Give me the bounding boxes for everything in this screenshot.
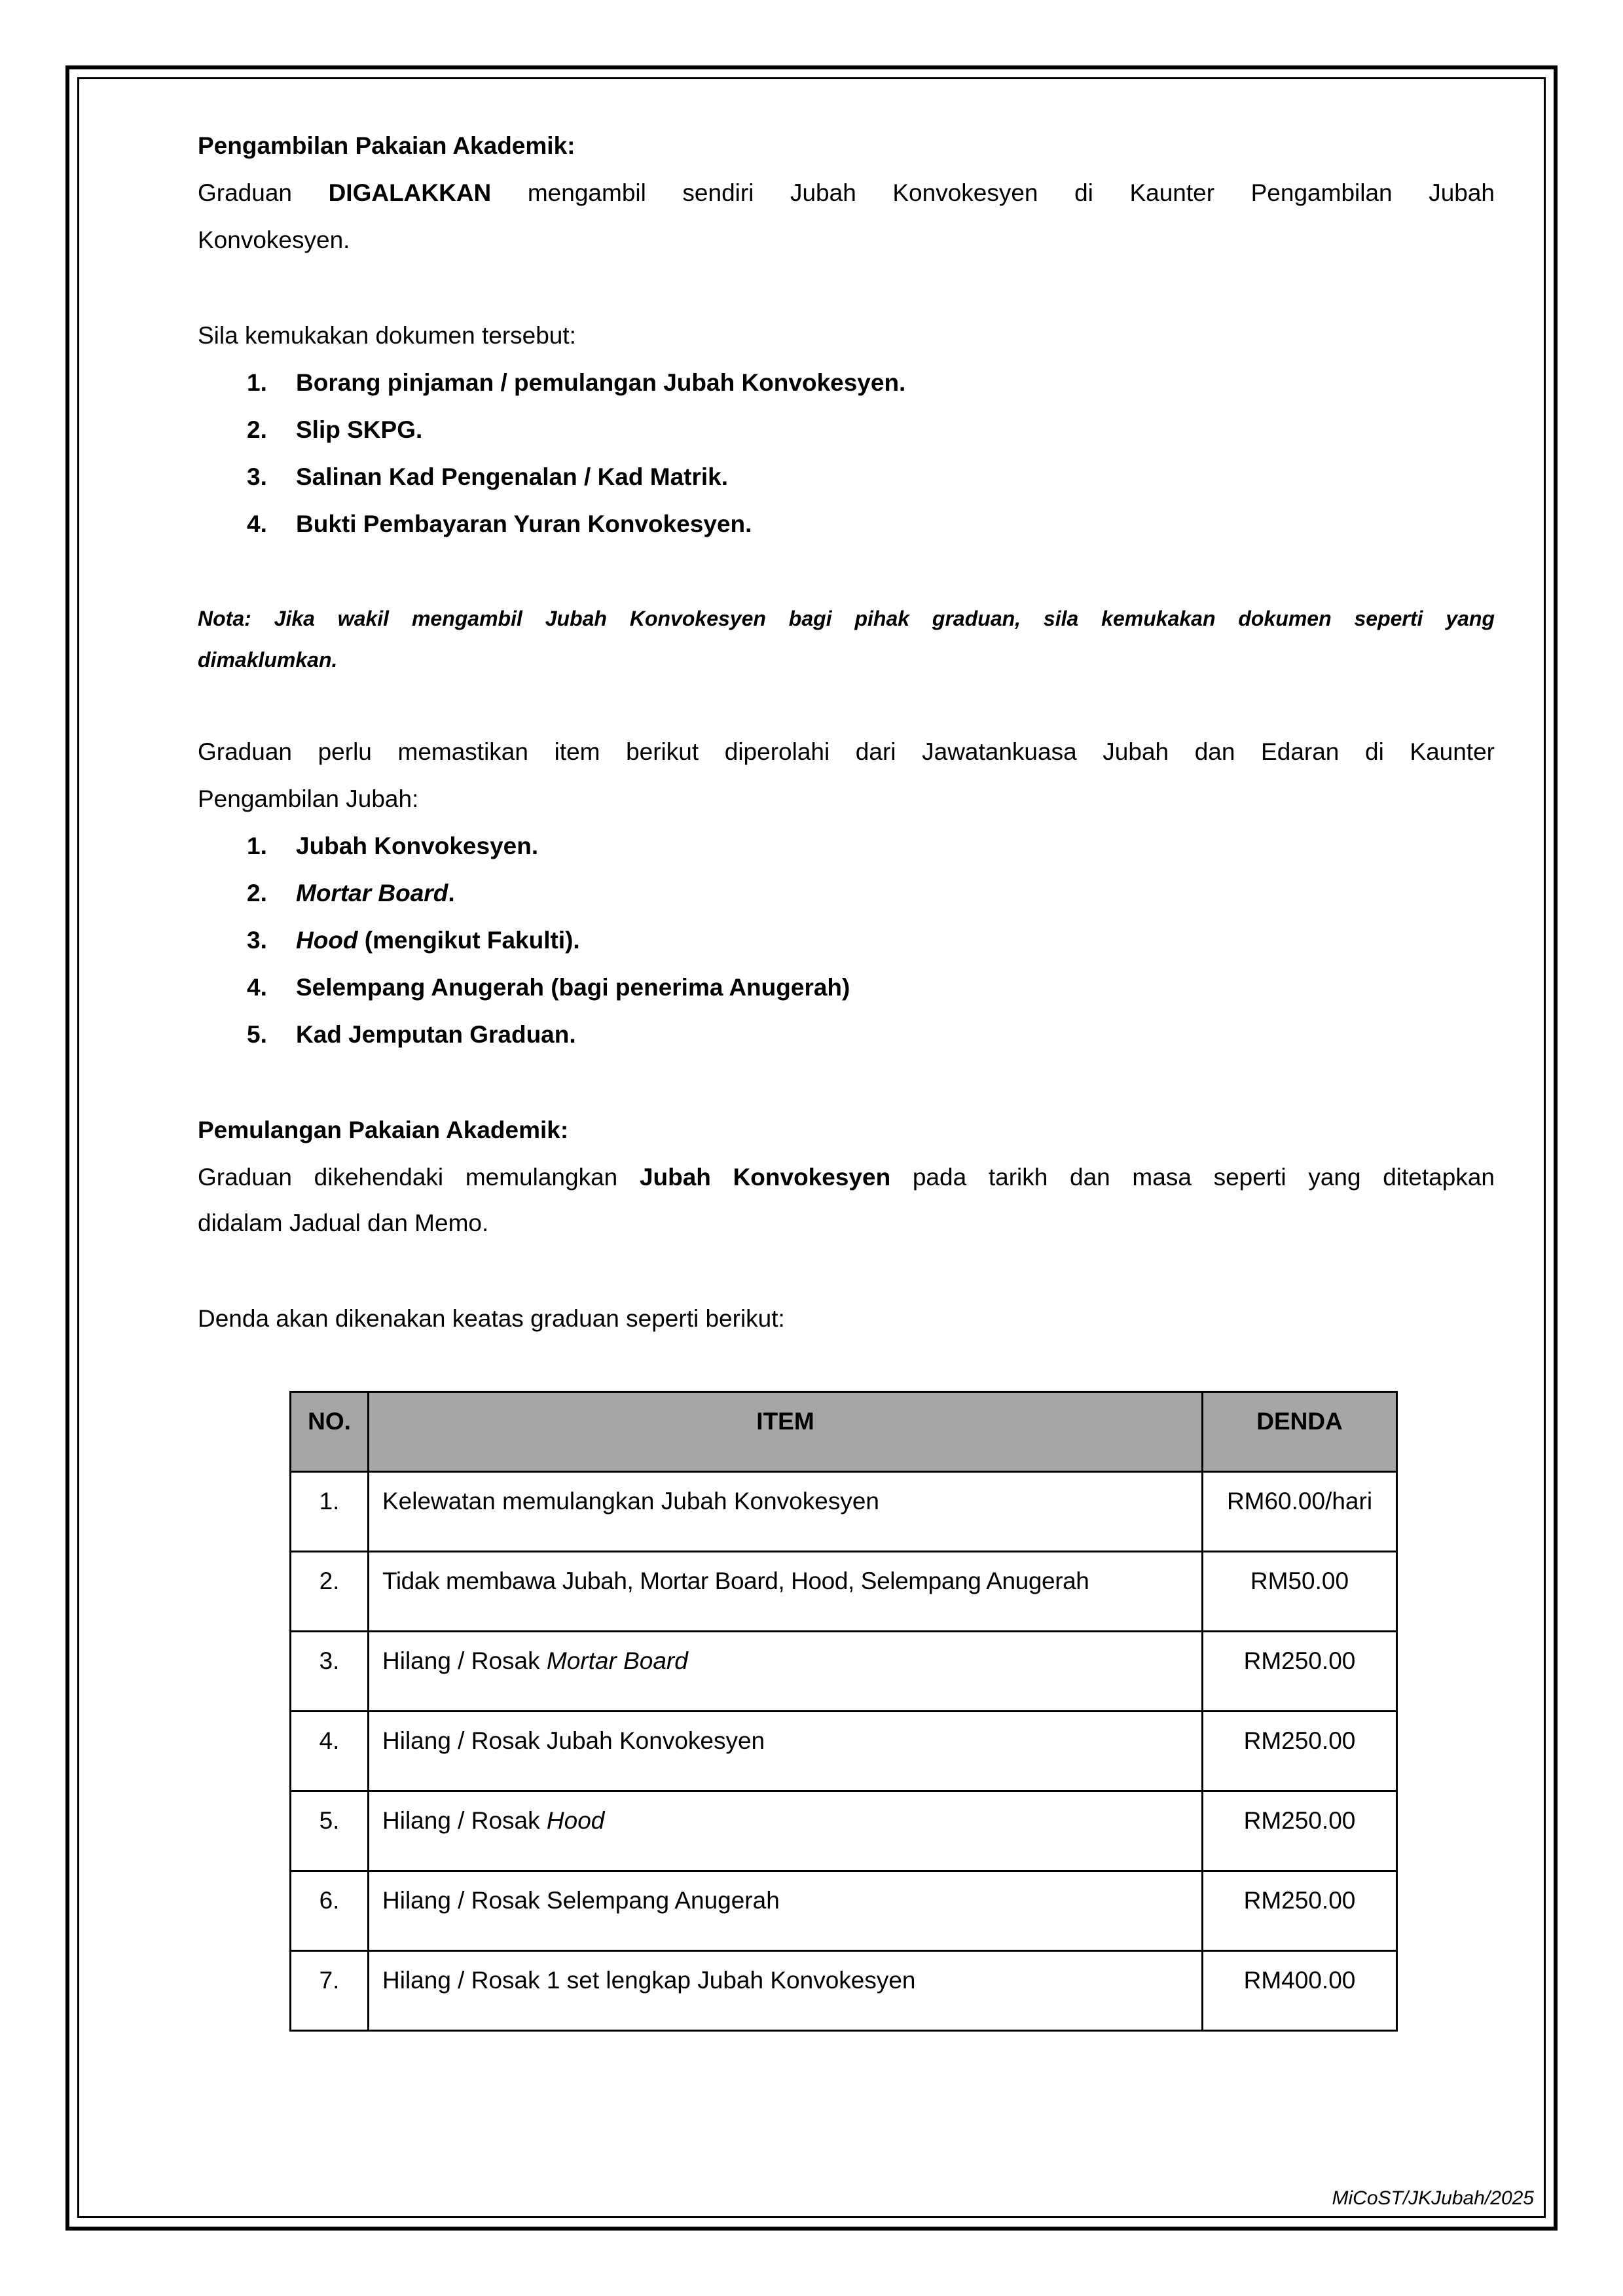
intro-emphasis: DIGALAKKAN — [328, 179, 492, 206]
row-fine: RM250.00 — [1203, 1871, 1397, 1951]
return-heading: Pemulangan Pakaian Akademik: — [198, 1117, 569, 1143]
items-prompt-line2: Pengambilan Jubah: — [198, 785, 419, 812]
document-reference: MiCoST/JKJubah/2025 — [1332, 2187, 1534, 2209]
row-item: Hilang / Rosak Jubah Konvokesyen — [369, 1712, 1203, 1791]
note-line1: Nota: Jika wakil mengambil Jubah Konvokesyen bagi pihak graduan, sila kemukakan dokumen seperti yang — [198, 607, 1495, 630]
row-fine: RM400.00 — [1203, 1951, 1397, 2031]
table-header-row — [291, 1392, 1397, 1472]
row-item: Tidak membawa Jubah, Mortar Board, Hood, Selempang Anugerah — [369, 1552, 1203, 1632]
table-row: 4. Hilang / Rosak Jubah Konvokesyen RM250.00 — [291, 1712, 1397, 1791]
table-row: 5. Hilang / Rosak Hood RM250.00 — [291, 1791, 1397, 1871]
intro-text-1: Graduan — [198, 179, 292, 206]
table-row: 6. Hilang / Rosak Selempang Anugerah RM250.00 — [291, 1871, 1397, 1951]
return-body-line1: Graduan dikehendaki memulangkan Jubah Konvokesyen pada tarikh dan masa seperti yang ditetapkan — [198, 1164, 1495, 1191]
row-fine: RM50.00 — [1203, 1552, 1397, 1632]
header-fine: DENDA — [1203, 1392, 1397, 1472]
table-row: 3. Hilang / Rosak Mortar Board RM250.00 — [291, 1632, 1397, 1712]
header-item: ITEM — [369, 1392, 1203, 1472]
row-item: Hilang / Rosak 1 set lengkap Jubah Konvokesyen — [369, 1951, 1203, 2031]
collection-intro-line2: Konvokesyen. — [198, 226, 350, 253]
table-row: 2. Tidak membawa Jubah, Mortar Board, Hood, Selempang Anugerah RM50.00 — [291, 1552, 1397, 1632]
row-fine: RM250.00 — [1203, 1712, 1397, 1791]
note-line2: dimaklumkan. — [198, 648, 338, 672]
row-fine: RM250.00 — [1203, 1791, 1397, 1871]
row-item: Hilang / Rosak Mortar Board — [369, 1632, 1203, 1712]
row-item: Hilang / Rosak Selempang Anugerah — [369, 1871, 1203, 1951]
row-fine: RM60.00/hari — [1203, 1472, 1397, 1552]
return-emphasis: Jubah Konvokesyen — [639, 1164, 891, 1191]
header-no: NO. — [291, 1392, 369, 1472]
fines-table — [289, 1391, 1398, 2032]
items-prompt-line1: Graduan perlu memastikan item berikut diperolahi dari Jawatankuasa Jubah dan Edaran di Kaunter — [198, 738, 1495, 765]
intro-text-2: mengambil sendiri Jubah Konvokesyen di Kaunter Pengambilan Jubah — [527, 179, 1495, 206]
collection-heading: Pengambilan Pakaian Akademik: — [198, 132, 575, 159]
collection-intro-line1 — [198, 179, 1495, 207]
table-row: 1. Kelewatan memulangkan Jubah Konvokesyen RM60.00/hari — [291, 1472, 1397, 1552]
return-body-line2: didalam Jadual dan Memo. — [198, 1210, 489, 1236]
row-fine: RM250.00 — [1203, 1632, 1397, 1712]
table-row: 7. Hilang / Rosak 1 set lengkap Jubah Konvokesyen RM400.00 — [291, 1951, 1397, 2031]
documents-prompt: Sila kemukakan dokumen tersebut: — [198, 322, 576, 349]
row-item: Kelewatan memulangkan Jubah Konvokesyen — [369, 1472, 1203, 1552]
fines-prompt: Denda akan dikenakan keatas graduan seperti berikut: — [198, 1305, 785, 1332]
row-item: Hilang / Rosak Hood — [369, 1791, 1203, 1871]
